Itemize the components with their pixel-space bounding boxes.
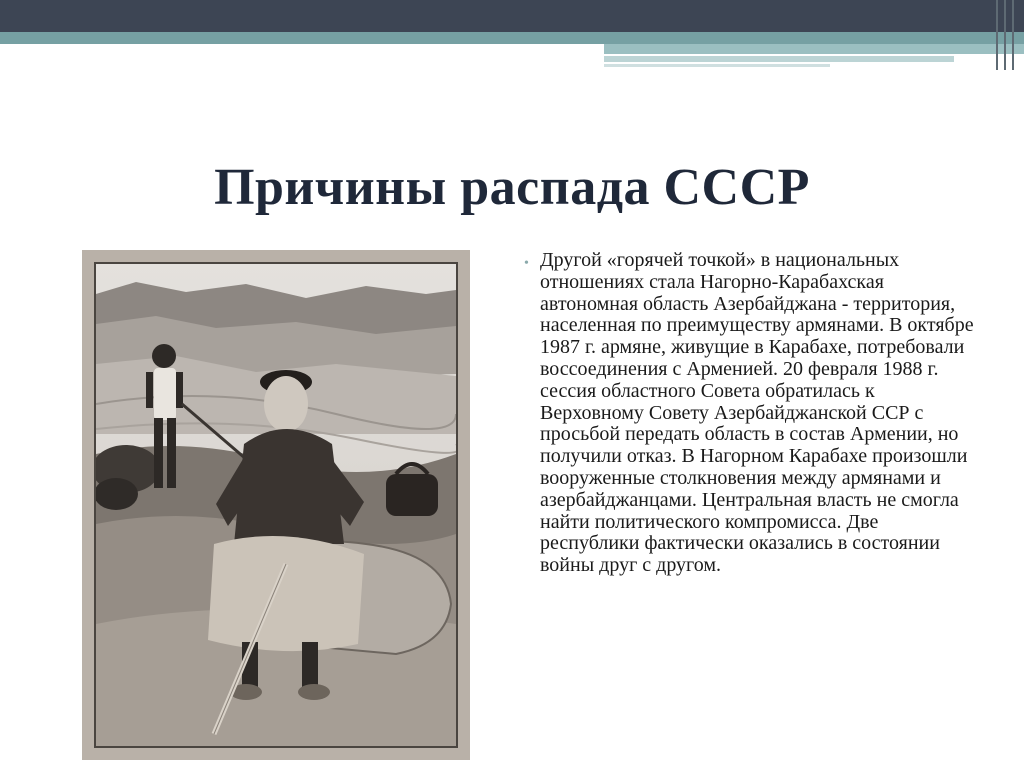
paragraph-text: Другой «горячей точкой» в национальных отношениях стала Нагорно-Карабахская автономная область Азербайджана - территория, населенная по преимуществу армянами. В октябре 1987 г. армяне, живущие в Карабахе, потребовали воссоединения с Арменией. 20 февраля 1988 г. сессия областного Совета обратилась к Верховному Совету Азербайджанской ССР с просьбой передать область в состав Армении, но получили отказ. В Нагорном Карабахе произошли вооруженные столкновения между армянами и азербайджанцами. Центральная власть не смогла найти политического компромисса. Две республики фактически оказались в состоянии войны друг с другом. [540, 249, 974, 577]
bullet-icon: • [524, 256, 529, 271]
header-teal-band [0, 32, 1024, 44]
photo [94, 262, 458, 748]
photo-illustration [96, 264, 456, 746]
header-edge-line [1004, 0, 1006, 70]
photo-frame [82, 250, 470, 760]
header-dark-band [0, 0, 1024, 32]
header-teal-band-3 [604, 56, 954, 62]
header-edge-line [1012, 0, 1014, 70]
header-edge-line [996, 0, 998, 70]
header-teal-band-2 [604, 44, 1024, 54]
slide-title: Причины распада СССР [214, 159, 810, 216]
header-teal-line [604, 64, 830, 67]
bullet-text-block [524, 249, 980, 577]
